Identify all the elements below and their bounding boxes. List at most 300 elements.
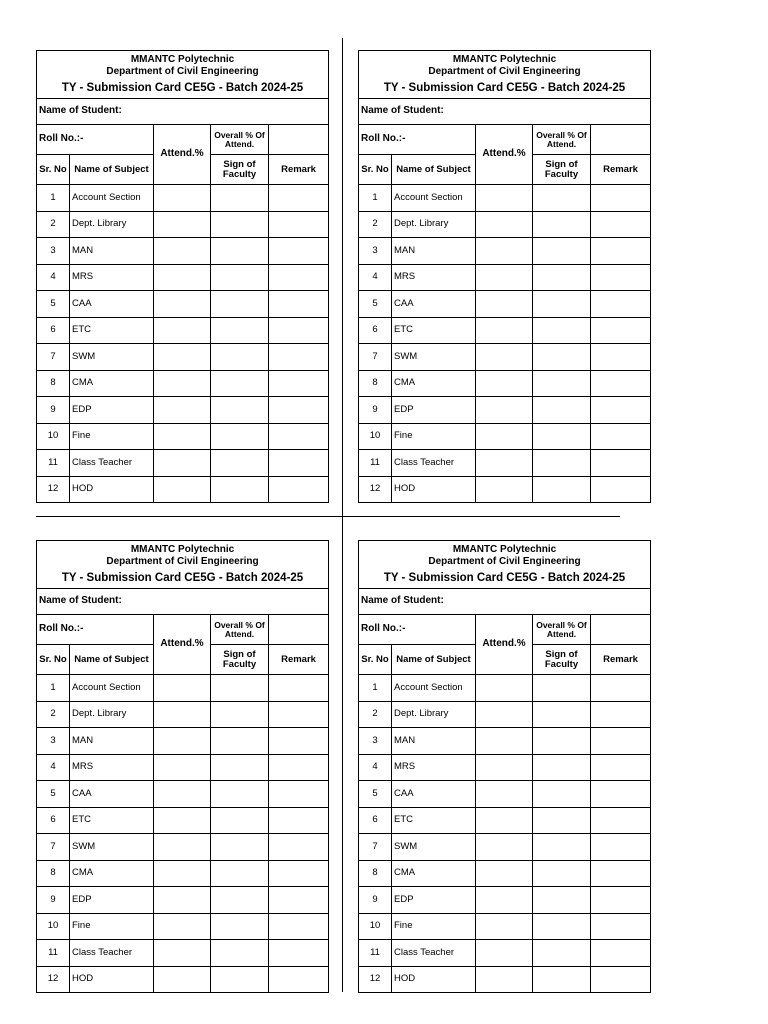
table-row (37, 450, 329, 477)
table-row (37, 913, 329, 940)
overall-attend-header: Overall % Of Attend. (533, 125, 591, 155)
remark-cell[interactable] (269, 450, 329, 477)
sr-no-header: Sr. No (359, 155, 392, 185)
attend-cell[interactable] (476, 238, 533, 265)
attend-cell[interactable] (476, 860, 533, 887)
card-title: TY - Submission Card CE5G - Batch 2024-25 (383, 81, 626, 94)
sign-cell[interactable] (211, 966, 269, 993)
attend-cell[interactable] (476, 675, 533, 702)
remark-header: Remark (591, 155, 651, 185)
sign-cell[interactable] (533, 317, 591, 344)
remark-cell[interactable] (269, 913, 329, 940)
subject-cell: Dept. Library (70, 701, 154, 728)
attend-cell[interactable] (154, 317, 211, 344)
subject-header: Name of Subject (392, 155, 476, 185)
card-title: TY - Submission Card CE5G - Batch 2024-25 (61, 81, 304, 94)
sign-cell[interactable] (533, 211, 591, 238)
card-header (359, 51, 651, 99)
remark-cell[interactable] (269, 675, 329, 702)
sign-cell[interactable] (211, 397, 269, 424)
sr-no-cell: 7 (37, 344, 70, 371)
roll-no-label: Roll No.:- (359, 125, 476, 155)
remark-cell[interactable] (269, 966, 329, 993)
table-row (359, 754, 651, 781)
subject-cell: Dept. Library (392, 211, 476, 238)
student-name-label: Name of Student: (359, 99, 651, 125)
remark-cell[interactable] (591, 397, 651, 424)
subject-cell: CMA (392, 370, 476, 397)
attend-cell[interactable] (476, 450, 533, 477)
attend-cell[interactable] (154, 423, 211, 450)
table-row (37, 887, 329, 914)
remark-cell[interactable] (269, 476, 329, 503)
remark-cell[interactable] (269, 185, 329, 212)
attend-cell[interactable] (154, 966, 211, 993)
remark-cell[interactable] (591, 423, 651, 450)
subject-cell: Class Teacher (70, 940, 154, 967)
attend-cell[interactable] (154, 781, 211, 808)
remark-cell[interactable] (591, 834, 651, 861)
institute-name: MMANTC Polytechnic (130, 543, 235, 555)
sign-cell[interactable] (533, 450, 591, 477)
sr-no-cell: 4 (37, 264, 70, 291)
sr-no-cell: 4 (37, 754, 70, 781)
sign-header: Sign of Faculty (533, 645, 591, 675)
table-row (359, 675, 651, 702)
sr-no-cell: 8 (37, 860, 70, 887)
sign-cell[interactable] (533, 291, 591, 318)
sign-cell[interactable] (533, 344, 591, 371)
remark-cell[interactable] (269, 423, 329, 450)
remark-cell[interactable] (269, 887, 329, 914)
attend-cell[interactable] (154, 807, 211, 834)
subject-cell: CAA (70, 291, 154, 318)
sr-no-cell: 9 (359, 397, 392, 424)
table-row (359, 701, 651, 728)
remark-cell[interactable] (591, 754, 651, 781)
attend-cell[interactable] (476, 807, 533, 834)
sign-cell[interactable] (533, 423, 591, 450)
remark-cell[interactable] (591, 807, 651, 834)
attend-cell[interactable] (154, 291, 211, 318)
table-row (359, 940, 651, 967)
remark-cell[interactable] (591, 728, 651, 755)
remark-header: Remark (269, 645, 329, 675)
subject-header: Name of Subject (392, 645, 476, 675)
sr-no-cell: 12 (359, 966, 392, 993)
table-row (37, 807, 329, 834)
sr-no-cell: 1 (37, 185, 70, 212)
subject-cell: EDP (70, 397, 154, 424)
attend-cell[interactable] (476, 317, 533, 344)
subject-cell: EDP (392, 397, 476, 424)
attend-cell[interactable] (476, 887, 533, 914)
table-row (359, 344, 651, 371)
overall-attend-value[interactable] (591, 125, 651, 155)
attend-cell[interactable] (154, 450, 211, 477)
sr-no-header: Sr. No (359, 645, 392, 675)
attend-cell[interactable] (476, 701, 533, 728)
sr-no-cell: 7 (359, 834, 392, 861)
attend-cell[interactable] (476, 966, 533, 993)
remark-cell[interactable] (591, 966, 651, 993)
sr-no-header: Sr. No (37, 155, 70, 185)
remark-cell[interactable] (269, 264, 329, 291)
sign-cell[interactable] (533, 913, 591, 940)
remark-cell[interactable] (269, 940, 329, 967)
remark-header: Remark (591, 645, 651, 675)
table-row (37, 370, 329, 397)
sr-no-cell: 3 (37, 238, 70, 265)
table-row (37, 728, 329, 755)
remark-cell[interactable] (591, 291, 651, 318)
remark-cell[interactable] (269, 291, 329, 318)
sr-no-cell: 1 (359, 675, 392, 702)
attend-cell[interactable] (154, 344, 211, 371)
sign-cell[interactable] (211, 940, 269, 967)
sr-no-cell: 5 (359, 781, 392, 808)
sr-no-cell: 3 (37, 728, 70, 755)
subject-header: Name of Subject (70, 645, 154, 675)
table-row (37, 317, 329, 344)
sr-no-cell: 10 (37, 913, 70, 940)
remark-cell[interactable] (591, 264, 651, 291)
sign-header: Sign of Faculty (211, 155, 269, 185)
remark-cell[interactable] (591, 675, 651, 702)
subject-cell: SWM (70, 834, 154, 861)
sign-cell[interactable] (211, 860, 269, 887)
remark-cell[interactable] (591, 476, 651, 503)
sign-cell[interactable] (533, 264, 591, 291)
remark-cell[interactable] (269, 397, 329, 424)
sr-no-cell: 5 (37, 291, 70, 318)
subject-cell: HOD (70, 966, 154, 993)
sign-cell[interactable] (533, 185, 591, 212)
sign-cell[interactable] (211, 701, 269, 728)
remark-cell[interactable] (269, 781, 329, 808)
attend-cell[interactable] (476, 834, 533, 861)
submission-table (36, 540, 329, 993)
sign-cell[interactable] (211, 185, 269, 212)
sr-no-cell: 2 (359, 701, 392, 728)
sr-no-cell: 2 (37, 701, 70, 728)
table-row (359, 913, 651, 940)
card-title: TY - Submission Card CE5G - Batch 2024-25 (383, 571, 626, 584)
table-row (37, 238, 329, 265)
sign-cell[interactable] (211, 834, 269, 861)
horizontal-cut-line (36, 516, 620, 517)
sr-no-cell: 11 (37, 940, 70, 967)
attend-cell[interactable] (476, 264, 533, 291)
overall-attend-value[interactable] (269, 125, 329, 155)
remark-cell[interactable] (591, 887, 651, 914)
subject-cell: ETC (392, 317, 476, 344)
remark-cell[interactable] (591, 913, 651, 940)
attend-cell[interactable] (154, 754, 211, 781)
subject-cell: Account Section (392, 185, 476, 212)
remark-cell[interactable] (269, 834, 329, 861)
attend-cell[interactable] (476, 781, 533, 808)
sign-cell[interactable] (533, 397, 591, 424)
table-row (359, 397, 651, 424)
attend-cell[interactable] (154, 264, 211, 291)
overall-attend-header: Overall % Of Attend. (211, 615, 269, 645)
subject-cell: CMA (70, 370, 154, 397)
table-row (359, 781, 651, 808)
attend-cell[interactable] (476, 476, 533, 503)
remark-cell[interactable] (269, 807, 329, 834)
subject-cell: SWM (392, 834, 476, 861)
subject-cell: Fine (70, 913, 154, 940)
sr-no-cell: 12 (37, 966, 70, 993)
sign-cell[interactable] (533, 940, 591, 967)
sign-cell[interactable] (211, 675, 269, 702)
remark-cell[interactable] (269, 728, 329, 755)
attend-cell[interactable] (154, 913, 211, 940)
sr-no-cell: 12 (359, 476, 392, 503)
sign-cell[interactable] (211, 423, 269, 450)
attend-cell[interactable] (154, 860, 211, 887)
subject-cell: Account Section (70, 675, 154, 702)
sr-no-cell: 1 (359, 185, 392, 212)
sign-cell[interactable] (533, 754, 591, 781)
remark-cell[interactable] (269, 701, 329, 728)
sign-cell[interactable] (533, 834, 591, 861)
sign-cell[interactable] (211, 807, 269, 834)
subject-cell: CMA (392, 860, 476, 887)
attend-cell[interactable] (154, 397, 211, 424)
subject-cell: SWM (392, 344, 476, 371)
remark-cell[interactable] (591, 781, 651, 808)
table-row (37, 211, 329, 238)
attend-cell[interactable] (476, 940, 533, 967)
subject-cell: Dept. Library (392, 701, 476, 728)
sign-cell[interactable] (211, 317, 269, 344)
submission-card (36, 50, 328, 503)
sr-no-cell: 6 (359, 807, 392, 834)
sign-cell[interactable] (533, 887, 591, 914)
sr-no-cell: 6 (359, 317, 392, 344)
sign-cell[interactable] (211, 781, 269, 808)
attend-cell[interactable] (476, 185, 533, 212)
attend-cell[interactable] (154, 887, 211, 914)
table-row (37, 966, 329, 993)
submission-table (36, 50, 329, 503)
sign-cell[interactable] (211, 450, 269, 477)
remark-cell[interactable] (591, 940, 651, 967)
roll-no-label: Roll No.:- (359, 615, 476, 645)
submission-table (358, 540, 651, 993)
attend-cell[interactable] (476, 913, 533, 940)
overall-attend-header: Overall % Of Attend. (533, 615, 591, 645)
sr-no-cell: 10 (359, 913, 392, 940)
sign-cell[interactable] (533, 370, 591, 397)
sign-cell[interactable] (211, 728, 269, 755)
sign-cell[interactable] (211, 476, 269, 503)
remark-cell[interactable] (269, 754, 329, 781)
roll-no-label: Roll No.:- (37, 125, 154, 155)
sign-cell[interactable] (533, 701, 591, 728)
attend-cell[interactable] (476, 754, 533, 781)
sr-no-cell: 10 (37, 423, 70, 450)
sign-cell[interactable] (533, 238, 591, 265)
subject-cell: MAN (70, 238, 154, 265)
department-name: Department of Civil Engineering (106, 66, 259, 78)
attend-cell[interactable] (476, 344, 533, 371)
sr-no-cell: 3 (359, 238, 392, 265)
remark-cell[interactable] (269, 344, 329, 371)
table-row (37, 185, 329, 212)
sr-no-cell: 9 (37, 887, 70, 914)
overall-attend-value[interactable] (591, 615, 651, 645)
remark-cell[interactable] (591, 860, 651, 887)
table-row (359, 238, 651, 265)
sr-no-cell: 7 (359, 344, 392, 371)
sign-cell[interactable] (533, 728, 591, 755)
subject-cell: Dept. Library (70, 211, 154, 238)
sr-no-cell: 7 (37, 834, 70, 861)
subject-cell: HOD (70, 476, 154, 503)
remark-cell[interactable] (269, 317, 329, 344)
overall-attend-value[interactable] (269, 615, 329, 645)
subject-cell: EDP (392, 887, 476, 914)
submission-card (358, 540, 650, 993)
attend-cell[interactable] (476, 370, 533, 397)
table-row (359, 860, 651, 887)
attend-cell[interactable] (476, 423, 533, 450)
attend-cell[interactable] (154, 940, 211, 967)
submission-card (358, 50, 650, 503)
remark-cell[interactable] (591, 344, 651, 371)
subject-cell: MAN (70, 728, 154, 755)
attend-cell[interactable] (154, 476, 211, 503)
student-name-label: Name of Student: (359, 589, 651, 615)
sr-no-cell: 6 (37, 807, 70, 834)
sign-cell[interactable] (533, 966, 591, 993)
card-title: TY - Submission Card CE5G - Batch 2024-25 (61, 571, 304, 584)
attend-cell[interactable] (154, 238, 211, 265)
overall-attend-header: Overall % Of Attend. (211, 125, 269, 155)
table-row (37, 781, 329, 808)
attend-cell[interactable] (154, 701, 211, 728)
subject-cell: CAA (392, 291, 476, 318)
subject-cell: ETC (70, 317, 154, 344)
table-row (359, 211, 651, 238)
subject-cell: Class Teacher (392, 940, 476, 967)
department-name: Department of Civil Engineering (428, 66, 581, 78)
table-row (359, 966, 651, 993)
attend-cell[interactable] (476, 211, 533, 238)
sign-cell[interactable] (533, 860, 591, 887)
subject-cell: MAN (392, 238, 476, 265)
sign-cell[interactable] (211, 754, 269, 781)
sign-cell[interactable] (533, 476, 591, 503)
sr-no-cell: 2 (359, 211, 392, 238)
sr-no-cell: 8 (359, 370, 392, 397)
attend-cell[interactable] (476, 291, 533, 318)
subject-cell: MRS (392, 264, 476, 291)
remark-cell[interactable] (591, 211, 651, 238)
sign-header: Sign of Faculty (211, 645, 269, 675)
sr-no-cell: 2 (37, 211, 70, 238)
sign-cell[interactable] (211, 370, 269, 397)
attend-percent-header: Attend.% (154, 615, 211, 675)
table-row (37, 940, 329, 967)
sr-no-cell: 11 (359, 940, 392, 967)
table-row (359, 423, 651, 450)
subject-cell: CAA (392, 781, 476, 808)
subject-cell: Class Teacher (70, 450, 154, 477)
attend-cell[interactable] (154, 185, 211, 212)
subject-cell: Account Section (392, 675, 476, 702)
table-row (37, 860, 329, 887)
remark-cell[interactable] (591, 185, 651, 212)
remark-cell[interactable] (591, 701, 651, 728)
table-row (37, 291, 329, 318)
sr-no-cell: 9 (359, 887, 392, 914)
attend-cell[interactable] (154, 211, 211, 238)
remark-cell[interactable] (591, 317, 651, 344)
sr-no-cell: 5 (359, 291, 392, 318)
remark-cell[interactable] (269, 370, 329, 397)
table-row (37, 834, 329, 861)
sign-cell[interactable] (533, 807, 591, 834)
remark-cell[interactable] (269, 211, 329, 238)
attend-cell[interactable] (154, 728, 211, 755)
attend-cell[interactable] (154, 370, 211, 397)
table-row (359, 807, 651, 834)
student-name-label: Name of Student: (37, 99, 329, 125)
attend-cell[interactable] (476, 728, 533, 755)
table-row (359, 317, 651, 344)
sign-cell[interactable] (211, 238, 269, 265)
subject-header: Name of Subject (70, 155, 154, 185)
sr-no-cell: 3 (359, 728, 392, 755)
remark-cell[interactable] (269, 860, 329, 887)
sign-cell[interactable] (533, 675, 591, 702)
sign-cell[interactable] (211, 344, 269, 371)
sign-cell[interactable] (211, 211, 269, 238)
subject-cell: Class Teacher (392, 450, 476, 477)
attend-cell[interactable] (154, 834, 211, 861)
subject-cell: ETC (392, 807, 476, 834)
sign-cell[interactable] (211, 291, 269, 318)
subject-cell: CAA (70, 781, 154, 808)
remark-cell[interactable] (591, 370, 651, 397)
card-header (37, 51, 329, 99)
subject-cell: ETC (70, 807, 154, 834)
attend-cell[interactable] (476, 397, 533, 424)
remark-cell[interactable] (591, 450, 651, 477)
table-row (359, 450, 651, 477)
sign-cell[interactable] (211, 264, 269, 291)
sign-cell[interactable] (211, 913, 269, 940)
subject-cell: SWM (70, 344, 154, 371)
table-row (359, 264, 651, 291)
remark-cell[interactable] (591, 238, 651, 265)
attend-cell[interactable] (154, 675, 211, 702)
card-header (37, 541, 329, 589)
sign-cell[interactable] (211, 887, 269, 914)
sign-cell[interactable] (533, 781, 591, 808)
subject-cell: HOD (392, 966, 476, 993)
table-row (37, 344, 329, 371)
remark-cell[interactable] (269, 238, 329, 265)
sign-header: Sign of Faculty (533, 155, 591, 185)
vertical-cut-line (342, 38, 343, 992)
sr-no-cell: 9 (37, 397, 70, 424)
subject-cell: MAN (392, 728, 476, 755)
